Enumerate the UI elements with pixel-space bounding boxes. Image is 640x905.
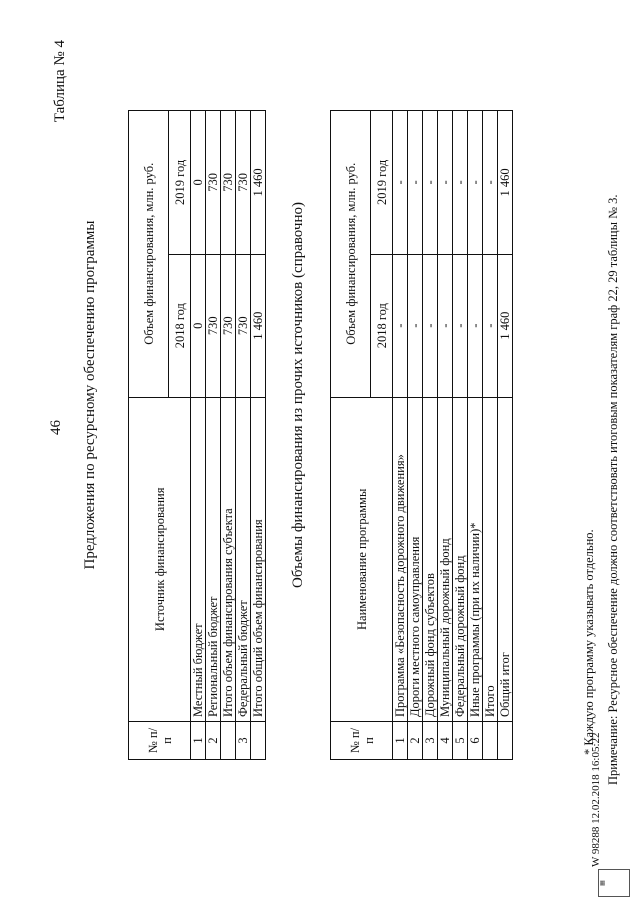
row-name: Итого общий объем финансирования xyxy=(251,397,266,721)
row-num: 3 xyxy=(423,722,438,760)
row-2019: 0 xyxy=(191,111,206,255)
table-row xyxy=(498,111,513,760)
row-num: 2 xyxy=(206,722,221,760)
row-num: 1 xyxy=(191,722,206,760)
row-num: 2 xyxy=(408,722,423,760)
table-row xyxy=(468,111,483,760)
table-row xyxy=(236,111,251,760)
row-name: Программа «Безопасность дорожного движения» xyxy=(393,397,408,721)
row-num: 3 xyxy=(236,722,251,760)
row-name: Федеральный дорожный фонд xyxy=(453,397,468,721)
row-name: Дороги местного самоуправления xyxy=(408,397,423,721)
table-row xyxy=(191,111,206,760)
row-2018: 730 xyxy=(221,254,236,397)
row-2018: 730 xyxy=(236,254,251,397)
row-num: 4 xyxy=(438,722,453,760)
header-2019: 2019 год xyxy=(169,111,191,255)
row-2019: - xyxy=(393,111,408,255)
row-2019: - xyxy=(453,111,468,255)
table-number: Таблица № 4 xyxy=(52,40,68,123)
row-name: Итого xyxy=(483,397,498,721)
row-2019: - xyxy=(468,111,483,255)
row-2019: - xyxy=(423,111,438,255)
header-2018: 2018 год xyxy=(371,254,393,397)
table-row xyxy=(408,111,423,760)
row-2018: - xyxy=(408,254,423,397)
table-row xyxy=(393,111,408,760)
row-num: 1 xyxy=(393,722,408,760)
row-2019: - xyxy=(408,111,423,255)
page-number: 46 xyxy=(48,420,64,435)
table-row xyxy=(206,111,221,760)
header-num: № п/п xyxy=(129,722,191,760)
row-2019: 730 xyxy=(206,111,221,255)
row-num xyxy=(221,722,236,760)
row-2018: 0 xyxy=(191,254,206,397)
funding-table xyxy=(128,110,266,760)
row-2018: - xyxy=(483,254,498,397)
row-num: 5 xyxy=(453,722,468,760)
row-name: Общий итог xyxy=(498,397,513,721)
header-num: № п/п xyxy=(331,722,393,760)
row-name: Федеральный бюджет xyxy=(236,397,251,721)
header-2019: 2019 год xyxy=(371,111,393,255)
row-name: Местный бюджет xyxy=(191,397,206,721)
footnote: * Каждую программу указывать отдельно. xyxy=(582,529,596,755)
row-2018: - xyxy=(453,254,468,397)
header-volume: Объем финансирования, млн. руб. xyxy=(129,111,169,398)
row-2018: 1 460 xyxy=(251,254,266,397)
row-2019: - xyxy=(483,111,498,255)
table2-title: Объемы финансирования из прочих источников (справочно) xyxy=(290,202,306,588)
row-2018: 730 xyxy=(206,254,221,397)
row-2019: 730 xyxy=(236,111,251,255)
other-sources-table xyxy=(330,110,513,760)
row-name: Иные программы (при их наличии)* xyxy=(468,397,483,721)
row-2019: - xyxy=(438,111,453,255)
header-name: Наименование программы xyxy=(331,397,393,721)
table-row xyxy=(483,111,498,760)
table-row xyxy=(423,111,438,760)
registry-logo-icon: ▦ xyxy=(598,869,630,897)
header-volume: Объем финансирования, млн. руб. xyxy=(331,111,371,398)
row-num xyxy=(498,722,513,760)
row-2019: 730 xyxy=(221,111,236,255)
row-name: Дорожный фонд субъектов xyxy=(423,397,438,721)
row-num xyxy=(251,722,266,760)
table-row xyxy=(221,111,236,760)
row-2019: 1 460 xyxy=(498,111,513,255)
row-name: Муниципальный дорожный фонд xyxy=(438,397,453,721)
document-stamp: W 98288 12.02.2018 16:05:22 xyxy=(590,732,602,867)
row-name: Региональный бюджет xyxy=(206,397,221,721)
row-2018: - xyxy=(393,254,408,397)
row-2018: - xyxy=(468,254,483,397)
note: Примечание: Ресурсное обеспечение должно соответствовать итоговым показателям граф 22, 29 таблицы № 3. xyxy=(606,194,620,785)
row-num: 6 xyxy=(468,722,483,760)
table-row xyxy=(251,111,266,760)
row-2018: - xyxy=(438,254,453,397)
row-2018: 1 460 xyxy=(498,254,513,397)
header-source: Источник финансирования xyxy=(129,397,191,721)
row-2019: 1 460 xyxy=(251,111,266,255)
table1-title: Предложения по ресурсному обеспечению программы xyxy=(82,220,98,570)
table-row xyxy=(453,111,468,760)
row-name: Итого объем финансирования субъекта xyxy=(221,397,236,721)
row-2018: - xyxy=(423,254,438,397)
header-2018: 2018 год xyxy=(169,254,191,397)
table-row xyxy=(438,111,453,760)
row-num xyxy=(483,722,498,760)
